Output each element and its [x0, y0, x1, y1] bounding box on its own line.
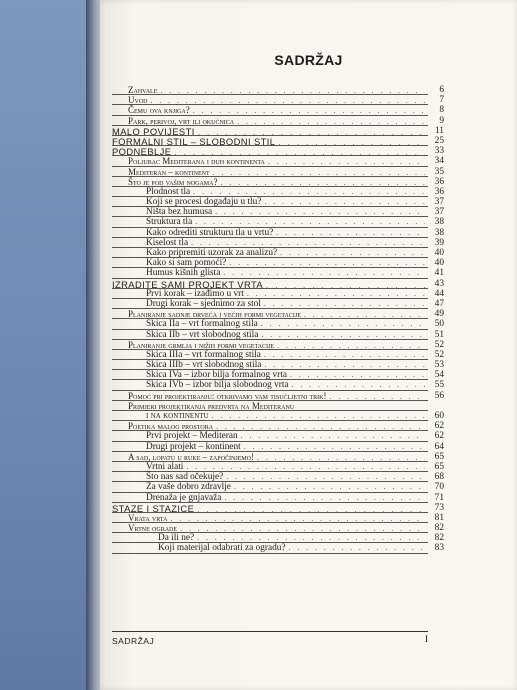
toc-entry-page: 71 — [434, 492, 444, 503]
toc-entry-page: 35 — [434, 166, 444, 177]
toc-entry-title: Planiranje sadnje drveća i većih formi vegetacije — [128, 309, 301, 320]
dot-leader — [160, 86, 425, 95]
toc-entry-title: Drugi projekt – kontinent — [146, 441, 241, 452]
toc-entry-title: Plodnost tla — [146, 186, 191, 197]
toc-entry — [112, 370, 444, 381]
toc-entry — [112, 533, 444, 544]
toc-entry — [112, 380, 444, 391]
dot-leader — [329, 392, 425, 401]
toc-entry — [112, 85, 444, 95]
toc-entry — [112, 95, 444, 106]
dot-leader — [195, 217, 425, 226]
toc-entry-page: 82 — [434, 523, 444, 534]
dot-leader — [304, 310, 425, 319]
toc-entry-page: 37 — [434, 197, 444, 208]
toc-entry-title: Ništa bez humusa — [146, 207, 213, 218]
toc-entry — [112, 431, 444, 442]
toc-entry-title: Vrtni alati — [146, 461, 184, 472]
toc-entry-page: 56 — [434, 390, 444, 401]
toc-entry-page: 25 — [434, 135, 444, 146]
toc-entry-title: i na kontinentu — [146, 411, 209, 421]
toc-entry-page: 83 — [434, 543, 444, 554]
toc-entry-page: 34 — [434, 156, 444, 167]
toc-entry-page: 6 — [439, 85, 444, 95]
dot-leader — [244, 442, 425, 451]
toc-entry-title: Skica IVb – izbor bilja slobodnog vrta — [146, 380, 289, 391]
toc-entry-title: FORMALNI STIL – SLOBODNI STIL — [112, 135, 276, 147]
toc-entry — [112, 421, 444, 432]
table-of-contents — [112, 85, 444, 554]
dot-leader — [289, 543, 425, 552]
toc-entry — [112, 176, 444, 187]
toc-entry-title: Skica IIb – vrt slobodnog stila — [146, 329, 259, 340]
dot-leader — [264, 350, 425, 359]
toc-entry — [112, 451, 444, 462]
toc-entry-title: Struktura tla — [146, 217, 193, 228]
toc-entry-title: Čemu ova knjiga? — [128, 105, 190, 116]
dot-leader — [193, 187, 425, 196]
toc-entry — [112, 390, 444, 401]
toc-entry — [112, 461, 444, 472]
toc-entry — [112, 339, 444, 350]
dot-leader — [264, 299, 425, 308]
dot-leader — [226, 472, 425, 481]
book-page — [100, 0, 517, 690]
toc-entry-page: 65 — [434, 451, 444, 462]
toc-entry — [112, 288, 444, 299]
dot-leader — [261, 319, 425, 328]
toc-entry-page: 41 — [434, 268, 444, 279]
toc-entry-page: 38 — [434, 227, 444, 238]
toc-entry-page: 40 — [434, 248, 444, 258]
toc-entry-page: 51 — [434, 329, 444, 340]
toc-entry — [112, 360, 444, 371]
toc-entry — [112, 268, 444, 279]
toc-entry — [112, 329, 444, 340]
running-footer-title: SADRŽAJ — [112, 636, 155, 646]
toc-entry-page: 50 — [434, 319, 444, 330]
toc-entry-title: Što nas sad očekuje? — [146, 472, 224, 483]
toc-entry-page: 82 — [434, 533, 444, 544]
toc-entry — [112, 166, 444, 177]
toc-entry — [112, 105, 444, 116]
toc-entry-title: IZRADITE SAMI PROJEKT VRTA — [112, 278, 264, 290]
dot-leader — [191, 238, 425, 247]
dot-leader — [170, 514, 425, 523]
toc-entry — [112, 309, 444, 320]
toc-entry-page: 65 — [434, 461, 444, 472]
toc-entry — [112, 125, 444, 137]
dot-leader — [241, 431, 425, 440]
toc-entry-page: 53 — [434, 360, 444, 371]
toc-entry-title: Koji materijal odabrati za ogradu? — [158, 543, 286, 554]
toc-entry-title: STAZE I STAZICE — [112, 502, 195, 514]
toc-entry-title: Kako pripremiti uzorak za analizu? — [146, 248, 278, 258]
toc-entry-page: 60 — [434, 411, 444, 421]
dot-leader — [213, 168, 425, 177]
dot-leader — [220, 178, 425, 187]
dot-leader — [216, 422, 425, 431]
toc-entry-title: Drenaža je gnjavaža — [146, 492, 222, 503]
dot-leader — [234, 482, 425, 491]
toc-entry — [112, 156, 444, 167]
toc-entry-title: Skica IIIb – vrt slobodnog stila — [146, 360, 262, 371]
dot-leader — [268, 157, 425, 166]
toc-entry-title: A sad, lopatu u ruke – započinjemo! — [128, 451, 255, 462]
toc-entry-title: Skica IIIa – vrt formalnog stila — [146, 349, 261, 360]
toc-entry — [112, 278, 444, 290]
toc-entry — [112, 492, 444, 503]
dot-leader — [247, 289, 425, 298]
toc-entry-page: 39 — [434, 237, 444, 248]
toc-entry-title: Pomoć pri projektiranju: otkrivamo vam tisućljetni trik! — [128, 390, 327, 401]
toc-entry-page: 36 — [434, 186, 444, 197]
toc-entry-page: 36 — [434, 176, 444, 187]
toc-entry-title: Drugi korak – sjednimo za stol — [146, 298, 261, 309]
footer-rule — [112, 631, 428, 632]
toc-entry — [112, 186, 444, 197]
dot-leader — [290, 370, 425, 379]
dot-leader — [264, 197, 425, 206]
toc-entry-title: Planiranje grmlja i nižih formi vegetacije — [128, 339, 275, 350]
toc-entry-page: 7 — [439, 95, 444, 106]
toc-entry — [112, 227, 444, 238]
dot-leader — [180, 524, 425, 533]
dot-leader — [197, 533, 425, 542]
dot-leader — [151, 96, 426, 105]
toc-entry-title: Kiselost tla — [146, 237, 189, 248]
toc-entry-title: Mediteran – kontinent — [128, 166, 210, 177]
dot-leader — [186, 462, 425, 471]
toc-entry — [112, 207, 444, 218]
toc-entry — [112, 319, 444, 330]
dot-leader — [264, 360, 425, 369]
dot-leader — [212, 411, 425, 420]
toc-entry-page: 64 — [434, 441, 444, 452]
dot-leader — [277, 341, 425, 350]
toc-entry-page: 40 — [434, 258, 444, 269]
toc-entry-page: 44 — [434, 288, 444, 299]
dot-leader — [193, 106, 425, 115]
toc-entry-title: Vrata vrta — [128, 512, 168, 523]
toc-entry-title: Skica IIa – vrt formalnog stila — [146, 319, 258, 330]
toc-entry-title: Prvi korak – izađimo u vrt — [146, 288, 244, 299]
dot-leader — [292, 380, 425, 389]
toc-entry-page: 38 — [434, 217, 444, 228]
toc-entry-title: Park, perivoj, vrt ili okućnica — [128, 115, 235, 126]
toc-entry-title: Skica IVa – izbor bilja formalnog vrta — [146, 370, 287, 381]
toc-entry-page: 52 — [434, 349, 444, 360]
toc-entry — [112, 472, 444, 483]
toc-entry-page: 9 — [439, 115, 444, 126]
dot-leader — [224, 493, 425, 502]
page-title: SADRŽAJ — [274, 52, 343, 68]
toc-entry-title: Prvi projekt – Mediteran — [146, 431, 238, 442]
toc-entry — [112, 411, 444, 421]
toc-entry-title: MALO POVIJESTI — [112, 125, 195, 137]
toc-entry-title: Što je pod vašim nogama? — [128, 176, 218, 187]
toc-entry-title: Koji se procesi događaju u tlu? — [146, 197, 262, 208]
toc-entry-page: 54 — [434, 370, 444, 381]
toc-entry — [112, 502, 444, 514]
toc-entry — [112, 441, 444, 452]
toc-entry-title: Primjeri projektiranja predvrta na Mediteranu — [128, 400, 295, 411]
toc-entry-title: Da ili ne? — [158, 533, 195, 544]
toc-entry — [112, 197, 444, 208]
toc-entry-title: Uvod — [128, 95, 148, 106]
dot-leader — [257, 453, 425, 462]
toc-entry — [112, 217, 444, 228]
toc-entry-page: 52 — [434, 339, 444, 350]
dot-leader — [276, 228, 425, 237]
toc-entry-page: 49 — [434, 309, 444, 320]
toc-entry-title: Poljubac Mediterana i duh kontinenta — [128, 156, 265, 167]
toc-entry — [112, 135, 444, 147]
toc-entry-title: Humus kišnih glista — [146, 268, 221, 279]
toc-entry — [112, 298, 444, 309]
toc-entry — [112, 115, 444, 126]
toc-entry-page: 55 — [434, 380, 444, 391]
toc-entry-title: Zahvale — [128, 85, 158, 95]
toc-entry — [112, 349, 444, 360]
toc-entry-page: 11 — [434, 125, 444, 136]
toc-entry-page: 73 — [434, 502, 444, 513]
toc-entry-title: Vrtne ograde — [128, 523, 178, 534]
toc-entry — [112, 146, 444, 158]
toc-entry-title: Kako odrediti strukturu tla u vrtu? — [146, 227, 274, 238]
toc-entry — [112, 523, 444, 534]
toc-entry — [112, 512, 444, 523]
toc-entry-title: Za vaše dobro zdravlje — [146, 482, 231, 493]
toc-entry-page: 33 — [434, 146, 444, 157]
page-number: I — [424, 635, 428, 645]
toc-entry-page: 68 — [434, 472, 444, 483]
dot-leader — [237, 117, 425, 126]
toc-entry-title: Poetika malog prostora — [128, 421, 214, 432]
toc-entry-page: 62 — [434, 431, 444, 442]
toc-entry-title: Kako si sam pomoći? — [146, 258, 227, 269]
dot-leader — [215, 207, 425, 216]
toc-entry-page: 81 — [434, 512, 444, 523]
dot-leader — [261, 330, 425, 339]
toc-entry — [112, 401, 428, 411]
dot-leader — [229, 258, 425, 267]
toc-entry — [112, 258, 444, 269]
dot-leader — [223, 268, 425, 277]
toc-entry-page: 37 — [434, 207, 444, 218]
toc-entry — [112, 482, 444, 493]
toc-entry-page: 8 — [439, 105, 444, 116]
toc-entry-title: PODNEBLJE — [112, 146, 172, 158]
toc-entry-page: 43 — [434, 278, 444, 289]
toc-entry-page: 47 — [434, 298, 444, 309]
dot-leader — [280, 248, 425, 257]
toc-entry-page: 62 — [434, 421, 444, 432]
toc-entry — [112, 248, 444, 258]
toc-entry — [112, 237, 444, 248]
toc-entry — [112, 543, 444, 554]
toc-entry-page: 70 — [434, 482, 444, 493]
